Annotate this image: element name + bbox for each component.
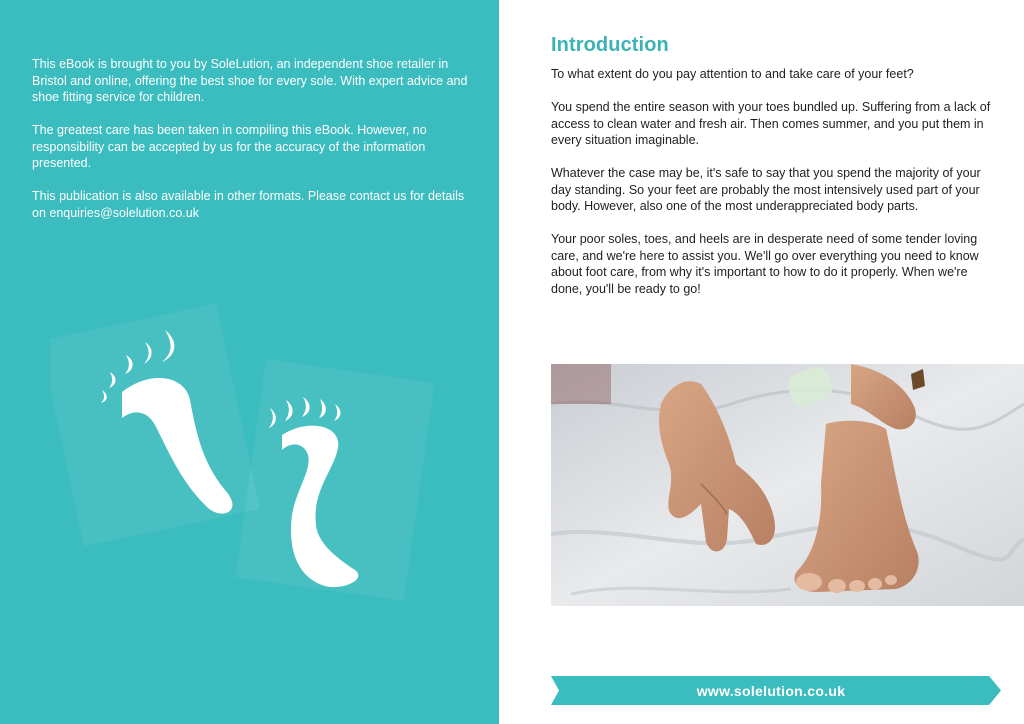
formats-paragraph: This publication is also available in other formats. Please contact us for details on enquiries@solelution.co.uk [32,189,465,220]
page-title: Introduction [551,34,669,56]
intro-paragraph-seasons: You spend the entire season with your toes bundled up. Suffering from a lack of access to clean water and fresh air. Then comes summer, and you put them in every situation imaginable. [551,100,991,147]
intro-paragraph-standing: Whatever the case may be, it's safe to say that you spend the majority of your day standing. So your feet are probably the most intensively used part of your body. However, also one of the most underappreciated body parts. [551,166,981,213]
right-page-panel [499,0,1024,724]
website-banner [551,676,1001,705]
disclaimer-paragraph: The greatest care has been taken in compiling this eBook. However, no responsibility can be accepted by us for the accuracy of the information presented. [32,123,427,170]
left-page-text [32,56,472,238]
footprints-icon [50,300,450,630]
intro-paragraph-care: Your poor soles, toes, and heels are in desperate need of some tender loving care, and we're here to assist you. We'll go over everything you need to know about foot care, from why it's important to how to do it properly. When we're done, you'll be ready to go! [551,232,979,296]
foot-care-photo [551,364,1024,606]
website-link[interactable]: www.solelution.co.uk [696,682,846,699]
intro-body [551,66,991,314]
left-page-panel [0,0,499,724]
intro-question: To what extent do you pay attention to and take care of your feet? [551,67,914,81]
publisher-paragraph: This eBook is brought to you by SoleLution, an independent shoe retailer in Bristol and online, offering the best shoe for every sole. With expert advice and shoe fitting service for children. [32,57,468,104]
